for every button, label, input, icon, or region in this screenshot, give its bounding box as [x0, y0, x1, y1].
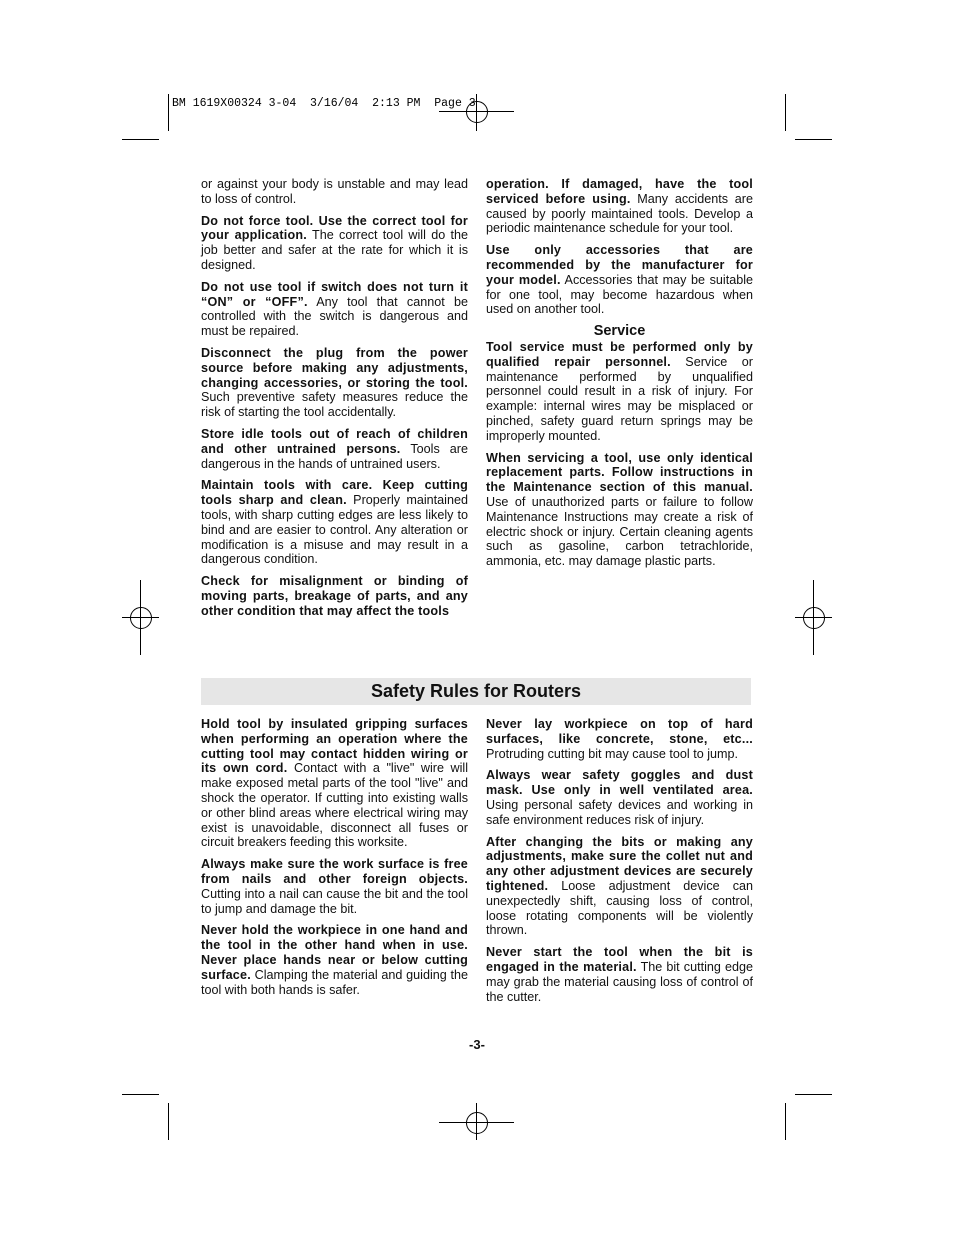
- paragraph-body: Many accidents are caused by poorly maintained tools. Develop a periodic maintenance schedule for your tool.: [486, 191, 753, 236]
- paragraph-lead: Disconnect the plug from the power source before making any adjustments, changing accessories, or storing the tool.: [201, 345, 468, 390]
- paragraph: [201, 478, 468, 567]
- paragraph-lead: Check for misalignment or binding of moving parts, breakage of parts, and any other condition that may affect the tools: [201, 574, 468, 618]
- top-left-column: [201, 177, 468, 626]
- paragraph-body: Cutting into a nail can cause the bit and the tool to jump and damage the bit.: [201, 886, 468, 916]
- paragraph: [486, 717, 753, 761]
- paragraph-lead: Always wear safety goggles and dust mask. Use only in well ventilated area.: [486, 768, 753, 798]
- paragraph: [201, 177, 468, 207]
- paragraph: [201, 574, 468, 618]
- service-heading: Service: [593, 323, 646, 340]
- paragraph: [486, 835, 753, 939]
- paragraph-lead: Always make sure the work surface is free from nails and other foreign objects.: [201, 857, 468, 886]
- paragraph: [486, 243, 753, 317]
- paragraph-lead: operation. If damaged, have the tool serviced before using.: [486, 177, 753, 206]
- top-right-column: [486, 177, 753, 576]
- crop-mark: [168, 1103, 169, 1140]
- paragraph-body: Service or maintenance performed by unqualified personnel could result in a risk of injury. For example: internal wires may be misplaced or pinched, safety guard return springs may be improperly mounted.: [486, 354, 753, 443]
- bottom-left-column: [201, 717, 468, 1004]
- paragraph-body: Tools are dangerous in the hands of untrained users.: [201, 441, 468, 471]
- paragraph: [486, 945, 753, 1004]
- paragraph-body: or against your body is unstable and may lead to loss of control.: [201, 177, 468, 206]
- paragraph-lead: After changing the bits or making any adjustments, make sure the collet nut and any other adjustment devices are securely tightened.: [486, 834, 753, 893]
- paragraph: [486, 768, 753, 827]
- page-number: -3-: [469, 1037, 485, 1052]
- paragraph-body: Such preventive safety measures reduce the risk of starting the tool accidentally.: [201, 390, 468, 420]
- paragraph-body: Clamping the material and guiding the tool with both hands is safer.: [201, 967, 468, 997]
- paragraph-body: Using personal safety devices and working in safe environment reduces risk of injury.: [486, 797, 753, 827]
- section-banner-title: Safety Rules for Routers: [201, 678, 751, 705]
- paragraph: [201, 280, 468, 339]
- paragraph: [201, 214, 468, 273]
- paragraph-lead: Store idle tools out of reach of children and other untrained persons.: [201, 426, 468, 456]
- paragraph-body: The bit cutting edge may grab the material causing loss of control of the cutter.: [486, 959, 753, 1004]
- paragraph: [486, 340, 753, 444]
- paragraph-body: Any tool that cannot be controlled with the switch is dangerous and must be repaired.: [201, 294, 468, 339]
- paragraph-body: Use of unauthorized parts or failure to follow Maintenance Instructions may create a risk of electric shock or injury. Certain cleaning agents such as gasoline, carbon tetrachloride, ammonia, etc. may damage plastic parts.: [486, 494, 753, 569]
- crop-mark: [122, 1094, 159, 1095]
- paragraph: [201, 427, 468, 471]
- paragraph-body: Protruding cutting bit may cause tool to jump.: [486, 746, 739, 761]
- crop-mark: [785, 94, 786, 131]
- crop-mark: [785, 1103, 786, 1140]
- paragraph-lead: Do not force tool. Use the correct tool for your application.: [201, 213, 468, 243]
- paragraph-body: Loose adjustment device can unexpectedly shift, causing loss of control, loose rotating components will be violently thrown.: [486, 878, 753, 938]
- paragraph-body: The correct tool will do the job better and safer at the rate for which it is designed.: [201, 228, 469, 272]
- paragraph-lead: Hold tool by insulated gripping surfaces when performing an operation where the cutting tool may contact hidden wiring or its own cord.: [201, 717, 468, 776]
- printer-slug: BM 1619X00324 3-04 3/16/04 2:13 PM Page 3: [172, 97, 476, 110]
- paragraph: [486, 451, 753, 569]
- crop-mark: [168, 94, 169, 131]
- paragraph-lead: Never hold the workpiece in one hand and the tool in the other hand when in use. Never place hands near or below cutting surface.: [201, 923, 468, 982]
- paragraph-body: Contact with a "live" wire will make exposed metal parts of the tool "live" and shock the operator. If cutting into existing walls or other blind areas where electrical wiring may exist is unavoidable, disconnect all fuses or circuit breakers feeding this worksite.: [201, 761, 469, 850]
- paragraph-lead: When servicing a tool, use only identical replacement parts. Follow instructions in the Maintenance section of this manual.: [486, 450, 753, 495]
- paragraph-lead: Tool service must be performed only by qualified repair personnel.: [486, 339, 753, 369]
- crop-mark: [795, 139, 832, 140]
- crop-mark: [122, 139, 159, 140]
- paragraph: [201, 346, 468, 420]
- paragraph-lead: Never start the tool when the bit is engaged in the material.: [486, 945, 753, 974]
- paragraph: [201, 923, 468, 997]
- paragraph-lead: Use only accessories that are recommended by the manufacturer for your model.: [486, 243, 753, 287]
- paragraph-lead: Never lay workpiece on top of hard surfaces, like concrete, stone, etc...: [486, 717, 753, 746]
- crop-mark: [795, 1094, 832, 1095]
- paragraph: [201, 717, 468, 850]
- paragraph: [201, 857, 468, 916]
- bottom-right-column: [486, 717, 753, 1011]
- paragraph-body: Properly maintained tools, with sharp cutting edges are less likely to bind and are easier to control. Any alteration or modification is a misuse and may result in a dangerous condition.: [201, 493, 468, 567]
- paragraph-lead: Do not use tool if switch does not turn it “ON” or “OFF”.: [201, 279, 468, 309]
- paragraph-lead: Maintain tools with care. Keep cutting tools sharp and clean.: [201, 478, 468, 508]
- paragraph: [486, 177, 753, 236]
- paragraph-body: Accessories that may be suitable for one tool, may become hazardous when used on another tool.: [486, 272, 754, 317]
